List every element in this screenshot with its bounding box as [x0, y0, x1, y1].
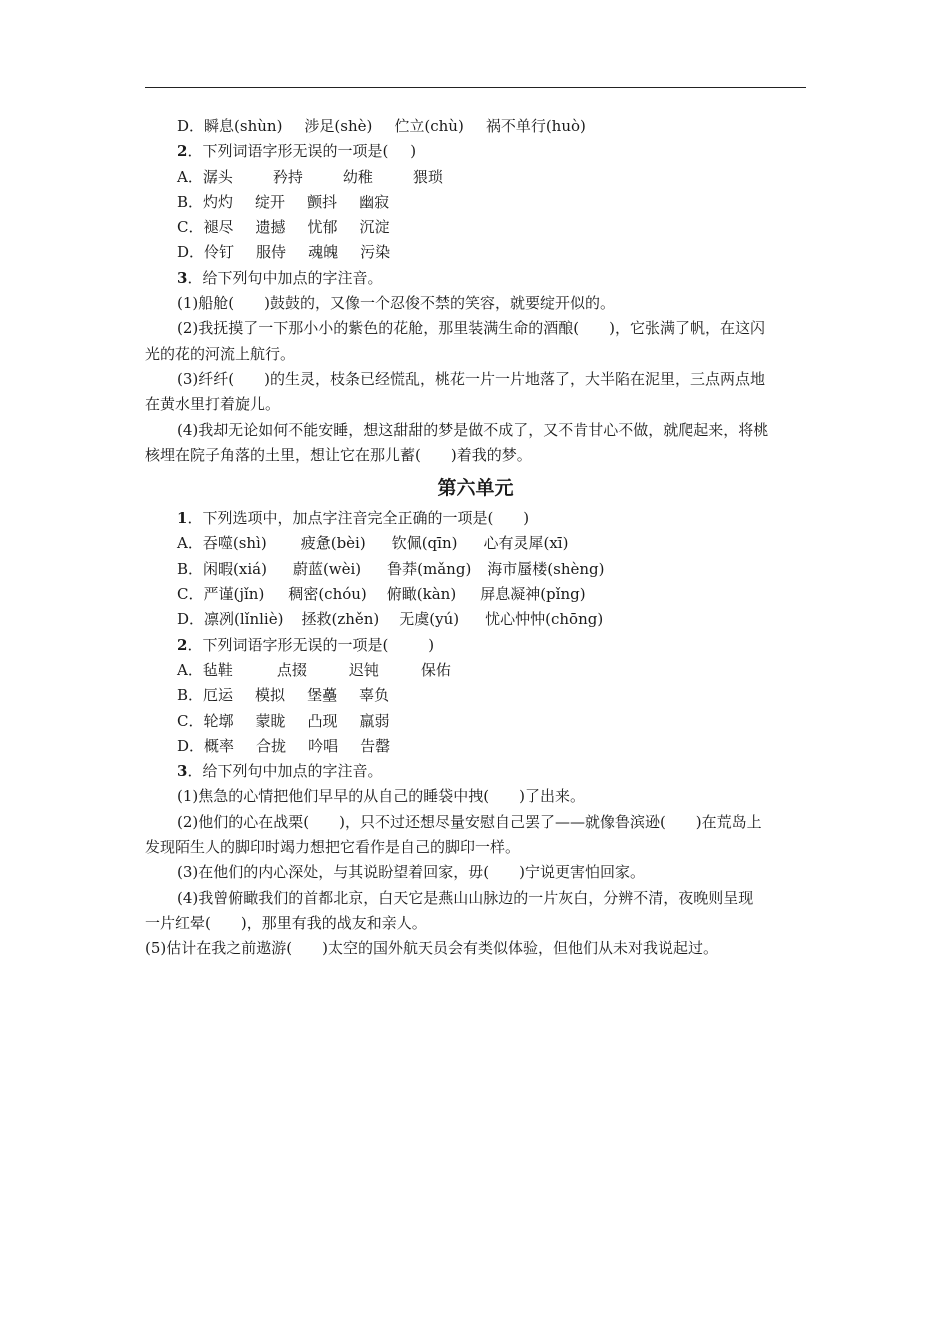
option-item: 凸现	[307, 711, 338, 730]
u6-q1-option-a	[145, 531, 806, 556]
u6-q1-option-d	[145, 607, 806, 632]
option-item: 褪尽	[203, 218, 234, 237]
option-item: 沉淀	[359, 218, 390, 237]
option-label: B．	[177, 559, 204, 578]
option-label: B．	[177, 192, 204, 211]
option-label: C．	[177, 711, 204, 730]
option-item: 祸不单行(huò)	[485, 117, 586, 135]
option-item: 稠密(chóu)	[288, 585, 367, 604]
option-item: 忧心忡忡(chōng)	[485, 610, 604, 629]
question-text: ．给下列句中加点的字注音。	[187, 268, 383, 287]
option-item: 概率	[204, 736, 235, 755]
u5-question-3	[145, 266, 806, 291]
option-item: 涉足(shè)	[304, 117, 373, 135]
option-item: 幼稚	[342, 167, 373, 186]
option-label: D．	[177, 610, 205, 629]
option-item: 吟唱	[308, 736, 339, 755]
option-item: 猥琐	[412, 167, 443, 186]
question-number: 1	[177, 509, 188, 528]
option-item: 无虞(yú)	[399, 610, 460, 629]
u6-sentence-2-line-2: 发现陌生人的脚印时竭力想把它看作是自己的脚印一样。	[145, 838, 521, 857]
option-item: 俯瞰(kàn)	[386, 585, 457, 604]
option-item: 模拟	[255, 686, 286, 705]
option-item: 严谨(jǐn)	[203, 585, 265, 604]
option-item: 遗撼	[255, 218, 286, 237]
option-item: 灼灼	[203, 192, 234, 211]
option-item: 厄运	[203, 686, 234, 705]
option-label: A．	[177, 660, 203, 679]
u6-q1-option-c	[145, 582, 806, 607]
option-item: 颤抖	[307, 192, 338, 211]
option-item: 点掇	[276, 660, 307, 679]
option-item: 幽寂	[359, 192, 390, 211]
option-item: 吞噬(shì)	[202, 534, 267, 553]
question-bracket: )	[410, 142, 417, 161]
option-item: 轮墎	[203, 711, 234, 730]
u6-q1-option-b	[145, 557, 806, 582]
u5-sentence-2-line-2: 光的花的河流上航行。	[145, 344, 296, 363]
u5-sentence-1: (1)船舱( )鼓鼓的，又像一个忍俊不禁的笑容，就要绽开似的。	[177, 294, 615, 313]
u5-sentence-3-line-1: (3)纤纤( )的生灵，枝条已经慌乱，桃花一片一片地落了，大半陷在泥里，三点两点地	[177, 369, 765, 388]
option-item: 羸弱	[359, 711, 390, 730]
u6-q2-option-a	[145, 658, 806, 683]
option-item: 告罄	[360, 736, 391, 755]
question-number: 2	[177, 142, 188, 161]
option-item: 伶钉	[204, 243, 235, 262]
u5-sentence-2-line-1: (2)我抚摸了一下那小小的紫色的花舱，那里装满生命的酒酿( )，它张满了帆，在这闪	[177, 319, 765, 338]
option-label: A．	[177, 534, 203, 553]
option-item: 闲暇(xiá)	[203, 559, 267, 578]
option-item: 绽开	[255, 192, 286, 211]
option-item: 矜持	[272, 167, 303, 186]
option-item: 魂魄	[308, 243, 339, 262]
document-page	[145, 114, 806, 962]
u5-sentence-3-line-2: 在黄水里打着旋儿。	[145, 395, 281, 414]
option-item: 蔚蓝(wèi)	[292, 559, 362, 578]
question-number: 3	[177, 762, 188, 781]
option-item: 钦佩(qīn)	[391, 534, 458, 553]
question-text: ．下列词语字形无误的一项是(	[187, 635, 389, 654]
option-item: 伫立(chù)	[394, 117, 464, 135]
u6-question-3	[145, 759, 806, 784]
option-label: C．	[177, 585, 204, 604]
question-bracket: )	[428, 635, 435, 654]
option-item: 毡鞋	[202, 660, 233, 679]
u5-q2-option-a	[145, 165, 806, 190]
option-item: 服侍	[256, 243, 287, 262]
option-item: 瞬息(shùn)	[204, 117, 283, 135]
u6-q2-option-b	[145, 683, 806, 708]
option-label: D．	[177, 243, 205, 262]
option-item: 保佑	[420, 660, 451, 679]
option-item: 污染	[360, 243, 391, 262]
header-rule	[145, 87, 806, 88]
u6-question-2	[145, 633, 806, 658]
option-item: 鲁莽(mǎng)	[387, 559, 472, 578]
option-item: 屏息凝神(pǐng)	[480, 585, 586, 604]
question-text: ．给下列句中加点的字注音。	[187, 762, 383, 781]
u5-q2-option-b	[145, 190, 806, 215]
u5-q2-option-c	[145, 215, 806, 240]
u6-sentence-2-line-1: (2)他们的心在战栗( )，只不过还想尽量安慰自己罢了——就像鲁滨逊( )在荒岛上	[177, 812, 762, 831]
u6-sentence-5: (5)估计在我之前遨游( )太空的国外航天员会有类似体验，但他们从未对我说起过。	[145, 939, 718, 958]
u6-sentence-1: (1)焦急的心情把他们早早的从自己的睡袋中拽( )了出来。	[177, 787, 585, 806]
u6-q2-option-d	[145, 734, 806, 759]
option-item: 心有灵犀(xī)	[483, 534, 569, 553]
option-item: 拯救(zhěn)	[301, 610, 380, 629]
option-label: D．	[177, 736, 205, 755]
u6-sentence-4-line-2: 一片红晕( )，那里有我的战友和亲人。	[145, 913, 427, 932]
option-item: 堡蘲	[307, 686, 338, 705]
option-item: 海市蜃楼(shèng)	[487, 559, 605, 578]
option-item: 忧郁	[307, 218, 338, 237]
option-label: D．	[177, 117, 205, 135]
u5-q1-option-d	[145, 114, 806, 139]
option-item: 凛冽(lǐnliè)	[204, 610, 284, 629]
u6-sentence-4-line-1: (4)我曾俯瞰我们的首都北京，白天它是燕山山脉边的一片灰白，分辨不清，夜晚则呈现	[177, 888, 754, 907]
u5-sentence-4-line-2: 核埋在院子角落的土里，想让它在那儿蓄( )着我的梦。	[145, 445, 532, 464]
u6-q2-option-c	[145, 709, 806, 734]
option-item: 蒙眬	[255, 711, 286, 730]
option-item: 疲惫(bèi)	[300, 534, 366, 553]
option-label: A．	[177, 167, 203, 186]
option-label: B．	[177, 686, 204, 705]
u5-question-2	[145, 139, 806, 164]
u6-question-1	[145, 506, 806, 531]
question-number: 3	[177, 268, 188, 287]
u5-sentence-4-line-1: (4)我却无论如何不能安睡，想这甜甜的梦是做不成了，又不肯甘心不做，就爬起来，将桃	[177, 420, 769, 439]
question-text: ．下列选项中，加点字注音完全正确的一项是( )	[187, 509, 530, 528]
option-item: 潺头	[202, 167, 233, 186]
u5-q2-option-d	[145, 240, 806, 265]
option-label: C．	[177, 218, 204, 237]
u6-sentence-3: (3)在他们的内心深处，与其说盼望着回家，毋( )宁说更害怕回家。	[177, 863, 645, 882]
question-number: 2	[177, 635, 188, 654]
unit-6-title: 第六单元	[437, 477, 514, 500]
option-item: 迟钝	[348, 660, 379, 679]
question-text: ．下列词语字形无误的一项是(	[187, 142, 389, 161]
option-item: 合拢	[256, 736, 287, 755]
option-item: 辜负	[359, 686, 390, 705]
